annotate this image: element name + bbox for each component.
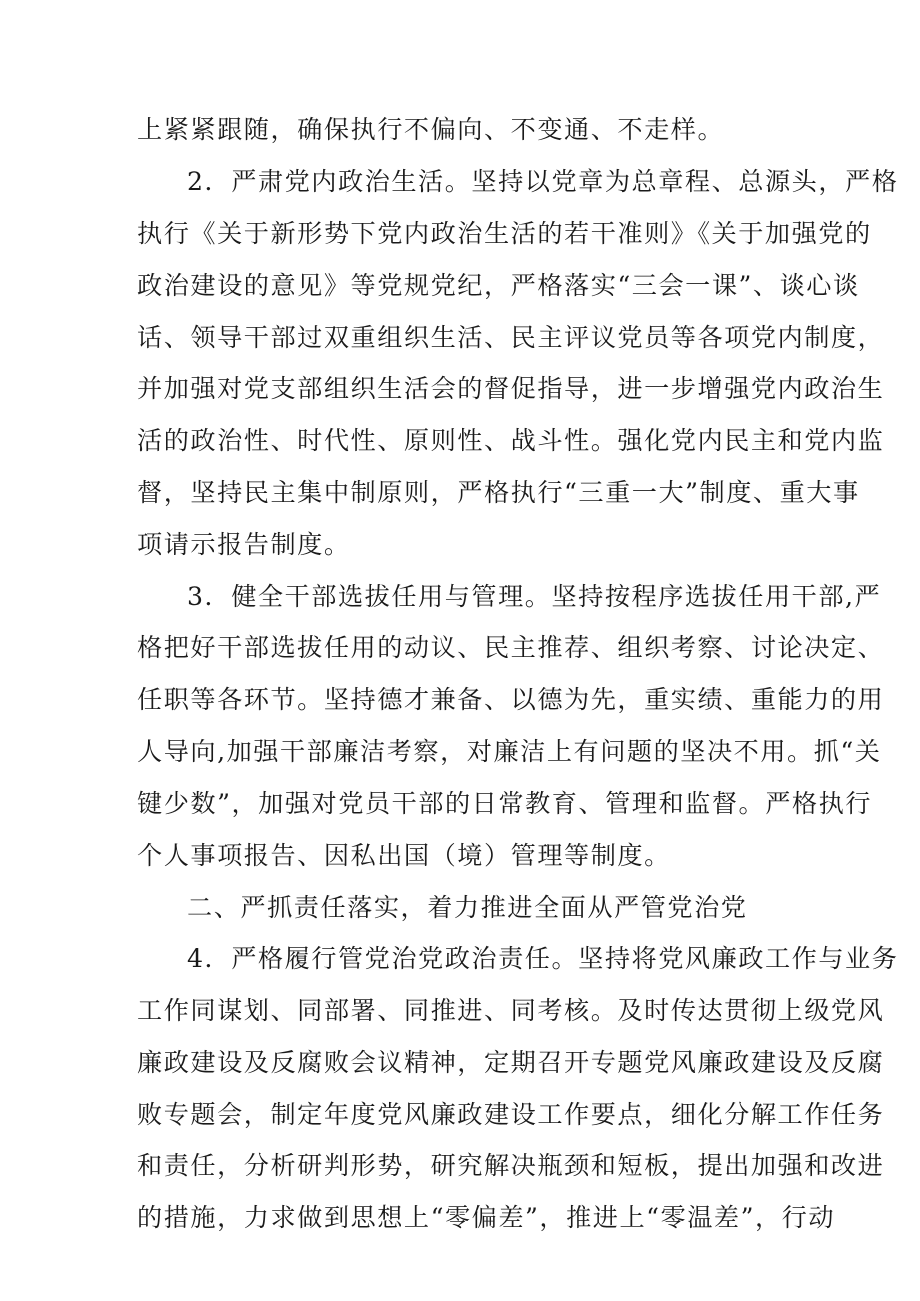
text-line: 廉政建设及反腐败会议精神，定期召开专题党风廉政建设及反腐 bbox=[137, 1048, 885, 1077]
text-line: 并加强对党支部组织生活会的督促指导，进一步增强党内政治生 bbox=[137, 374, 885, 403]
text-line: 执行《关于新形势下党内政治生活的若干准则》《关于加强党的 bbox=[137, 219, 872, 248]
text-line: 活的政治性、时代性、原则性、战斗性。强化党内民主和党内监 bbox=[137, 426, 885, 455]
paragraph-3-heading-line: 3．健全干部选拔任用与管理。坚持按程序选拔任用干部,严 bbox=[187, 582, 882, 611]
paragraph-2-heading-line: 2．严肃党内政治生活。坚持以党章为总章程、总源头，严格 bbox=[187, 167, 899, 196]
text-line: 格把好干部选拔任用的动议、民主推荐、组织考察、讨论决定、 bbox=[137, 633, 885, 662]
text-line: 和责任，分析研判形势，研究解决瓶颈和短板，提出加强和改进 bbox=[137, 1151, 885, 1180]
section-heading: 二、严抓责任落实，着力推进全面从严管党治党 bbox=[187, 893, 748, 922]
text-line: 任职等各环节。坚持德才兼备、以德为先，重实绩、重能力的用 bbox=[137, 685, 885, 714]
text-line: 政治建设的意见》等党规党纪，严格落实“三会一课”、谈心谈 bbox=[137, 271, 860, 300]
text-line: 项请示报告制度。 bbox=[137, 530, 351, 559]
text-line: 个人事项报告、因私出国（境）管理等制度。 bbox=[137, 841, 671, 870]
text-line: 的措施，力求做到思想上“零偏差”，推进上“零温差”，行动 bbox=[137, 1203, 836, 1232]
text-line: 工作同谋划、同部署、同推进、同考核。及时传达贯彻上级党风 bbox=[137, 996, 885, 1025]
text-line: 话、领导干部过双重组织生活、民主评议党员等各项党内制度， bbox=[137, 323, 885, 352]
text-line: 人导向,加强干部廉洁考察，对廉洁上有问题的坚决不用。抓“关 bbox=[137, 737, 882, 766]
text-line: 败专题会，制定年度党风廉政建设工作要点，细化分解工作任务 bbox=[137, 1100, 885, 1129]
paragraph-4-heading-line: 4．严格履行管党治党政治责任。坚持将党风廉政工作与业务 bbox=[187, 944, 899, 973]
text-line: 上紧紧跟随，确保执行不偏向、不变通、不走样。 bbox=[137, 115, 725, 144]
text-line: 督，坚持民主集中制原则，严格执行“三重一大”制度、重大事 bbox=[137, 478, 860, 507]
text-line: 键少数”，加强对党员干部的日常教育、管理和监督。严格执行 bbox=[137, 789, 872, 818]
